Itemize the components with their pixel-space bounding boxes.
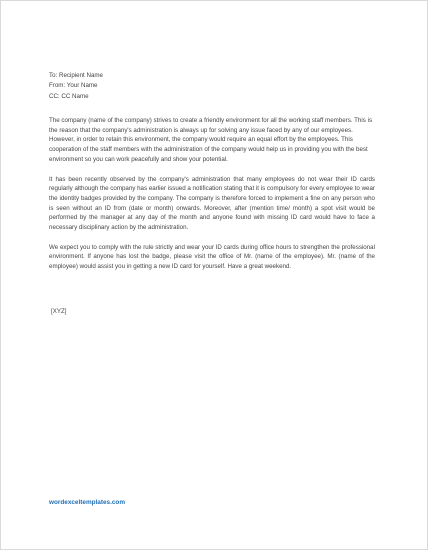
paragraph-policy: It has been recently observed by the company's administration that many employees do not wear their ID cards regularly although the company has earlier issued a notification stating that it is compulsory for every employee to wear the identity badges provided by the company. The company is therefore forced to implement a fine on any person who is seen without an ID from (date or month) onwards. Moreover, after (mention time/ month) a spot visit would be performed by the manager at any day of the month and anyone found with missing ID card would have to face a necessary disciplinary action by the administration. — [49, 175, 375, 232]
cc-line: CC: CC Name — [49, 92, 89, 100]
recipient-line: To: Recipient Name — [49, 72, 103, 79]
letter-body — [49, 116, 375, 282]
footer-website-link[interactable]: wordexceltemplates.com — [49, 499, 126, 506]
signature: [XYZ] — [51, 308, 67, 315]
paragraph-intro: The company (name of the company) strives to create a friendly environment for all the working staff members. This is the reason that the company's administration is always up for solving any issue faced by any of our employees. However, in order to retain this environment, the company would require an equal effort by the employees. This cooperation of the staff members with the administration of the company would help us in providing you with the best environment so you can work peacefully and show your potential. — [49, 117, 373, 163]
paragraph-closing: We expect you to comply with the rule strictly and wear your ID cards during office hours to strengthen the professional environment. If anyone has lost the badge, please visit the office of Mr. (name of the employee). Mr. (name of the employee) would assist you in getting a new ID card for yourself. Have a great weekend. — [49, 243, 375, 271]
letter-header — [49, 71, 103, 102]
sender-line: From: Your Name — [49, 82, 98, 90]
